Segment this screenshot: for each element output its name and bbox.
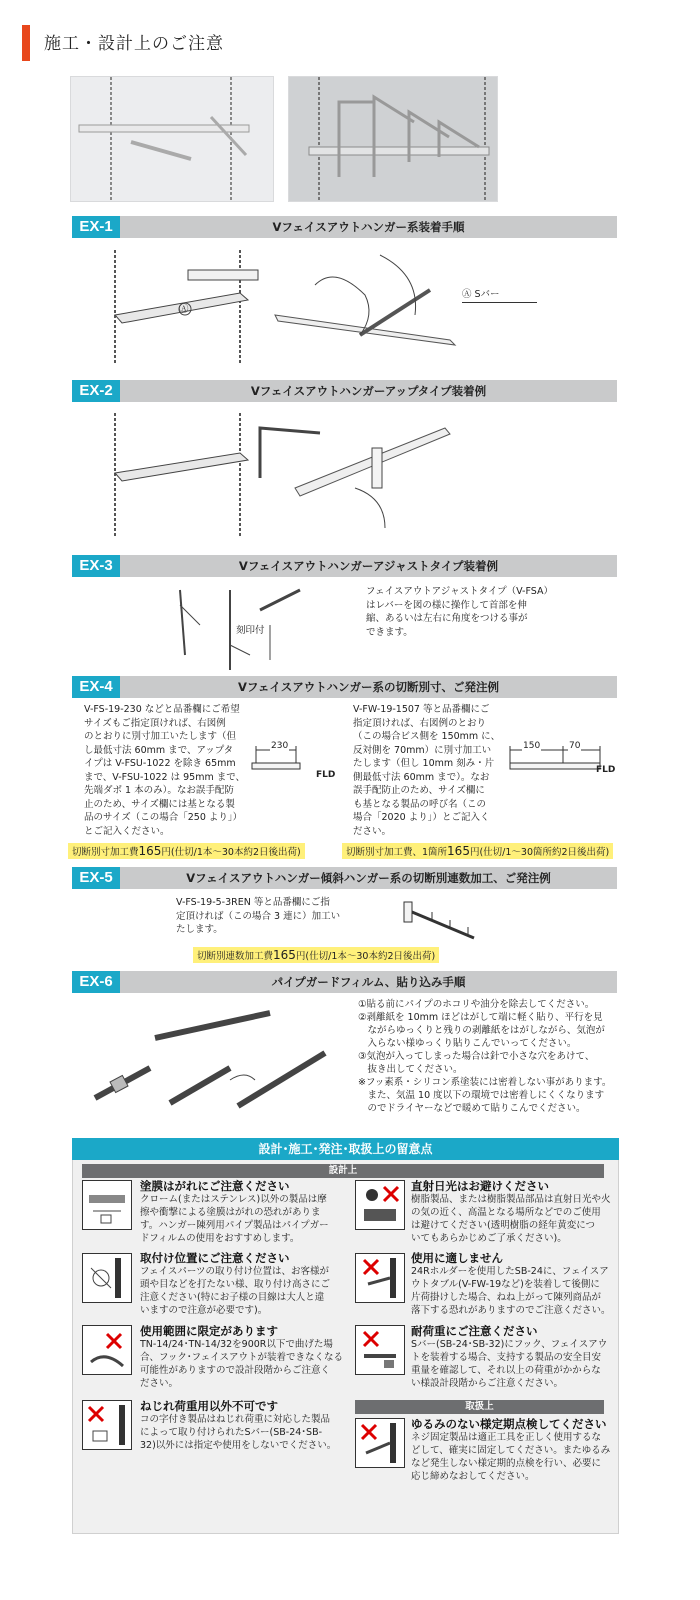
ex6-step-line: 入らない様ゆっくり貼りこんでいってください。 <box>358 1038 577 1049</box>
ex5-text-line: V-FS-19-5-3REN 等と品番欄にご指 <box>176 897 330 908</box>
ex4-fee-left-post: 円(仕切/1本～30本約2日後出荷) <box>161 847 301 858</box>
note-4-line: 片荷掛けした場合、ねね上がって陳列商品が <box>411 1292 602 1303</box>
ex4-left-line: イプは V-FSU-1022 を除き 65mm <box>84 758 236 769</box>
note-1-line: す。ハンガー陳列用パイプ製品はパイプガー <box>140 1220 329 1231</box>
note-4-line: 落下する恐れがありますのでご注意ください。 <box>411 1305 611 1316</box>
note-8-line: 応じ締めなおしてください。 <box>411 1471 535 1482</box>
note-5-title: 使用範囲に限定があります <box>140 1324 278 1338</box>
note-2-line: いてもあらかじめご了承ください)。 <box>411 1233 567 1244</box>
photo-hanger-mounted <box>70 76 274 202</box>
note-7-body <box>140 1413 348 1452</box>
note-6-line: トを装着する場合、支持する製品の安全目安 <box>411 1352 602 1363</box>
photo-hanger-up-type-drawing <box>289 77 497 201</box>
ex4-left-line: のとおりに別寸加工いたします（但 <box>84 731 237 742</box>
ex5-fee-price: 165 <box>273 948 296 962</box>
ex6-step-line: また、気温 10 度以下の環境では密着しにくくなります <box>358 1090 605 1101</box>
note-4-title: 使用に適しません <box>411 1251 503 1265</box>
note-5-line: 可能性がありますので設計段階からご注意く <box>140 1365 331 1376</box>
ex1-header <box>72 216 617 238</box>
ex4-right-dim-1: 150 <box>523 741 541 751</box>
title-accent-bar <box>22 25 30 61</box>
ex2-title: Vフェイスアウトハンガーアップタイプ装着例 <box>250 384 487 398</box>
sunlight-icon <box>355 1180 405 1230</box>
ex6-step-line: ③気泡が入ってしまった場合は針で小さな穴をあけて、 <box>358 1051 595 1062</box>
head-bump-icon <box>82 1253 132 1303</box>
note-7-line: コの字付き製品はねじれ荷重に対応した製品 <box>140 1414 331 1425</box>
ex4-header <box>72 676 617 698</box>
ex1-marker-a: Ⓐ <box>179 304 189 315</box>
ex4-left-line: V-FS-19-230 などと品番欄にご希望 <box>84 704 240 715</box>
ex2-header <box>72 380 617 402</box>
ex6-steps <box>358 998 620 1115</box>
ex4-left-text <box>84 703 256 838</box>
ex6-step-line: ながらゆっくりと残りの剥離紙をはがしながら、気泡が <box>358 1025 605 1036</box>
ex6-illustration <box>90 1008 330 1108</box>
ex6-step-line: のでドライヤーなどで暖めて貼りこんでください。 <box>358 1103 586 1114</box>
note-4-body <box>411 1265 611 1317</box>
ex3-description <box>366 585 553 639</box>
ex5-text <box>176 896 376 937</box>
ex4-fee-right <box>342 843 613 859</box>
note-4-line: ウトタブル(V-FW-19など)を装着して後側に <box>411 1279 600 1290</box>
ex3-stamp-label: 刻印付 <box>236 625 265 636</box>
ex1-tag: EX-1 <box>72 216 120 238</box>
note-2-line: 樹脂製品、または樹脂製品部品は直射日光や火 <box>411 1194 611 1205</box>
ex4-right-line: ださい。 <box>353 825 392 837</box>
note-8-line: ネジ固定製品は適正工具を正しく使用するな <box>411 1432 602 1443</box>
note-2-title: 直射日光はお避けください <box>411 1179 549 1193</box>
ex5-title: Vフェイスアウトハンガー傾斜ハンガー系の切断別連数加工、ご発注例 <box>186 871 551 885</box>
note-7-title: ねじれ荷重用以外不可です <box>140 1399 278 1413</box>
ex4-left-fld: FLD <box>316 770 336 780</box>
load-capacity-icon <box>355 1325 405 1375</box>
ex5-tag: EX-5 <box>72 867 120 889</box>
ex3-text-line: 縮、あるいは左右に角度をつける事が <box>366 613 528 624</box>
ex6-step-line: ※フッ素系・シリコン系塗装には密着しない事があります。 <box>358 1077 612 1088</box>
ex3-tag: EX-3 <box>72 555 120 577</box>
ex6-header <box>72 971 617 993</box>
note-1-body <box>140 1193 345 1245</box>
ex5-fee-post: 円(仕切/1本～30本約2日後出荷) <box>295 951 436 962</box>
ex3-header <box>72 555 617 577</box>
photo-hanger-mounted-drawing <box>71 77 273 201</box>
note-8-line: どして、確実に固定してください。またゆるみ <box>411 1445 611 1456</box>
ex1-legend-sbar: Ⓐ Sバー <box>462 288 537 303</box>
ex4-left-line: サイズもご指定頂ければ、右図例 <box>84 717 226 729</box>
note-8-body <box>411 1431 611 1483</box>
note-4-line: 24Rホルダーを使用したSB-24に、フェイスア <box>411 1266 609 1277</box>
ex1-illustration <box>100 245 560 370</box>
ex4-right-line: 場合「2020 より」）とご記入く <box>353 812 490 823</box>
note-3-line: いますので注意が必要です)。 <box>140 1305 268 1316</box>
note-1-line: クローム(またはステンレス)以外の製品は摩 <box>140 1194 327 1205</box>
ex1-title: Vフェイスアウトハンガー系装着手順 <box>272 220 465 234</box>
ex5-illustration <box>402 900 482 942</box>
ex4-fee-left-pre: 切断別寸加工費 <box>72 847 139 858</box>
note-2-line: は避けてください(透明樹脂の経年黄変につ <box>411 1220 596 1231</box>
ex4-right-text <box>353 703 503 838</box>
notes-panel-title: 設計･施工･発注･取扱上の留意点 <box>72 1138 619 1160</box>
ex4-right-line: たします（但し 10mm 刻み・片 <box>353 758 495 769</box>
ex2-tag: EX-2 <box>72 380 120 402</box>
ex4-right-line: 誤手配防止のため、サイズ欄に <box>353 785 485 796</box>
note-5-line: TN-14/24･TN-14/32を900R以下で曲げた場 <box>140 1339 333 1350</box>
note-3-line: 注意ください(特にお子様の目線は大人と違 <box>140 1292 325 1303</box>
ex4-fee-left-price: 165 <box>138 844 162 858</box>
note-8-title: ゆるみのない様定期点検してください <box>411 1417 607 1431</box>
ex4-fee-right-price: 165 <box>447 844 470 858</box>
ex4-left-line: 品のサイズ（この場合「250 より」） <box>84 812 243 823</box>
design-section-label: 設計上 <box>82 1164 604 1178</box>
note-6-line: 重量を確認して、それ以上の荷重がかからな <box>411 1365 601 1376</box>
handling-section-label: 取扱上 <box>355 1400 604 1414</box>
ex5-header <box>72 867 617 889</box>
note-7-line: 32)以外には指定や使用をしないでください。 <box>140 1440 337 1451</box>
ex6-step-line: ①貼る前にパイプのホコリや油分を除去してください。 <box>358 999 595 1010</box>
coating-peel-icon <box>82 1180 132 1230</box>
note-1-line: ドフィルムの使用をおすすめします。 <box>140 1233 300 1244</box>
ex3-text-line: はレバーを図の様に操作して首部を伸 <box>366 599 527 611</box>
ex5-fee <box>193 947 439 963</box>
note-6-line: Sバー(SB-24･SB-32)にフック、フェイスアウ <box>411 1339 608 1350</box>
note-3-body <box>140 1265 345 1317</box>
usage-range-icon <box>82 1325 132 1375</box>
ex4-tag: EX-4 <box>72 676 120 698</box>
ex4-left-line: 止のため、サイズ欄には基となる製 <box>84 798 235 810</box>
ex4-fee-right-pre: 切断別寸加工費、1箇所 <box>346 847 448 858</box>
photo-hanger-up-type <box>288 76 498 202</box>
ex4-right-line: V-FW-19-1507 等と品番欄にご <box>353 704 490 715</box>
ex5-fee-pre: 切断別連数加工費 <box>197 951 274 962</box>
ex4-right-line: 側最低寸法 60mm まで）。なお <box>353 771 490 783</box>
note-6-body <box>411 1338 611 1390</box>
ex3-title: Vフェイスアウトハンガーアジャストタイプ装着例 <box>238 559 499 573</box>
note-1-title: 塗膜はがれにご注意ください <box>140 1179 290 1193</box>
page-title: 施工・設計上のご注意 <box>44 34 224 54</box>
torsion-load-icon <box>82 1400 132 1450</box>
ex6-tag: EX-6 <box>72 971 120 993</box>
ex4-left-line: し最低寸法 60mm まで、アップタ <box>84 744 234 756</box>
ex4-right-line: 指定頂ければ、右図例のとおり <box>353 717 487 729</box>
note-2-line: の気の近く、高温となる場所などでのご使用 <box>411 1207 601 1218</box>
ex4-fee-left <box>68 843 305 859</box>
unsuitable-use-icon <box>355 1253 405 1303</box>
ex6-title: パイプガードフィルム、貼り込み手順 <box>271 975 466 989</box>
periodic-inspection-icon <box>355 1418 405 1468</box>
ex6-step-line: ②剥離紙を 10mm ほどはがして端に軽く貼り、平行を見 <box>358 1012 603 1023</box>
ex4-left-line: 先端ダボ 1 本のみ）。なお誤手配防 <box>84 785 234 796</box>
note-7-line: によって取り付けられたSバー(SB-24･SB- <box>140 1427 323 1438</box>
note-1-line: 擦や衝撃による塗膜はがれの恐れがありま <box>140 1207 321 1218</box>
note-5-line: 合、フック･フェイスアウトが装着できなくなる <box>140 1352 344 1363</box>
ex5-text-line: たします。 <box>176 924 223 935</box>
note-8-line: など発生しない様定期的点検を行い、必要に <box>411 1458 602 1469</box>
note-6-title: 耐荷重にご注意ください <box>411 1324 538 1338</box>
ex6-step-line: 抜き出してください。 <box>358 1064 463 1075</box>
note-6-line: い様設計段階からご注意ください。 <box>411 1378 564 1389</box>
ex3-text-line: フェイスアウトアジャストタイプ（V-FSA） <box>366 586 553 597</box>
ex4-right-line: （この場合ビス側を 150mm に、 <box>353 731 501 742</box>
note-3-line: フェイスパーツの取り付け位置は、お客様が <box>140 1266 330 1277</box>
ex4-title: Vフェイスアウトハンガー系の切断別寸、ご発注例 <box>238 680 499 694</box>
ex4-right-fld: FLD <box>596 765 616 775</box>
ex5-text-line: 定頂ければ（この場合 3 連に）加工い <box>176 910 341 922</box>
note-3-line: 頭や目などを打たない様、取り付け高さにご <box>140 1279 331 1290</box>
note-5-body <box>140 1338 348 1390</box>
ex4-left-dim: 230 <box>271 741 289 751</box>
note-2-body <box>411 1193 611 1245</box>
note-3-title: 取付け位置にご注意ください <box>140 1251 290 1265</box>
ex4-right-line: も基となる製品の呼び名（この <box>353 798 487 810</box>
ex2-illustration <box>100 408 560 543</box>
ex4-left-line: とご記入ください。 <box>84 825 170 837</box>
ex4-left-line: まで、V-FSU-1022 は 95mm まで、 <box>84 771 246 783</box>
ex4-fee-right-post: 円(仕切/1～30箇所約2日後出荷) <box>469 847 610 858</box>
ex4-right-dim-2: 70 <box>569 741 581 751</box>
note-5-line: ださい。 <box>140 1378 179 1389</box>
ex4-right-line: 反対側を 70mm）に別寸加工い <box>353 744 492 756</box>
ex3-text-line: できます。 <box>366 626 413 638</box>
